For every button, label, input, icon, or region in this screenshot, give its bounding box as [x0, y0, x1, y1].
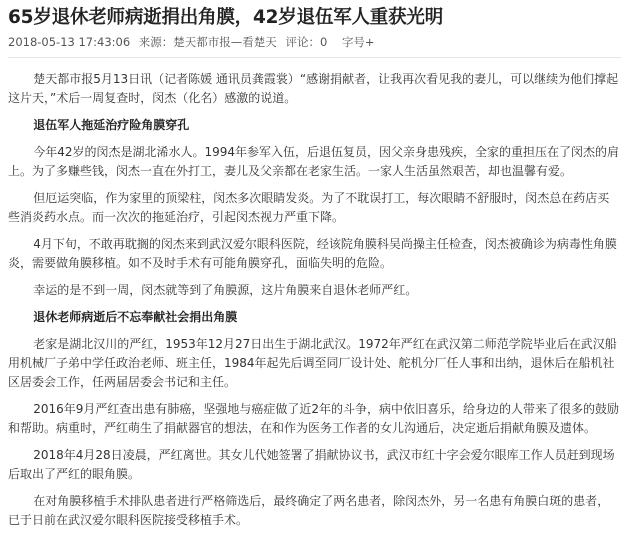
paragraph: 4月下旬，不敢再耽搁的闵杰来到武汉爱尔眼科医院，经该院角膜科吴尚操主任检查，闵杰被确诊为病毒性角膜炎，需要做角膜移植。如不及时手术有可能角膜穿孔，面临失明的危险。 [8, 237, 617, 270]
paragraph: 老家是湖北汉川的严红，1953年12月27日出生于湖北武汉。1972年严红在武汉第二师范学院毕业后在武汉船用机械厂子弟中学任政治老师、班主任，1984年起先后调至同厂设计处、舵机分厂任人事和出纳，退休后在船机社区居委会工作，任两届居委会书记和主任。 [8, 337, 617, 389]
paragraph: 2016年9月严红查出患有肺癌，坚强地与癌症做了近2年的斗争，病中依旧喜乐，给身边的人带来了很多的鼓励和帮助。病重时，严红萌生了捐献器官的想法，在和作为医务工作者的女儿沟通后，决定逝后捐献角膜及遗体。 [8, 402, 620, 435]
paragraph: 2018年4月28日凌晨，严红离世。其女儿代她签署了捐献协议书，武汉市红十字会爱尔眼库工作人员赶到现场后取出了严红的眼角膜。 [8, 448, 615, 481]
article-title: 65岁退休老师病逝捐出角膜，42岁退伍军人重获光明 [8, 7, 443, 28]
paragraph: 今年42岁的闵杰是湖北浠水人。1994年参军入伍，后退伍复员，因父亲身患残疾，全家的重担压在了闵杰的肩上。为了多赚些钱，闵杰一直在外打工，妻儿及父亲都在老家生活。一家人生活虽然艰苦，却也温馨有爱。 [8, 145, 620, 178]
paragraph: 但厄运突临，作为家里的顶梁柱，闵杰多次眼睛发炎。为了不耽误打工，每次眼睛不舒服时，闵杰总在药店买些消炎药水点。而一次次的拖延治疗，引起闵杰视力严重下降。 [8, 191, 610, 224]
paragraph: 楚天都市报5月13日讯（记者陈媛 通讯员龚霞裳）“感谢捐献者，让我再次看见我的妻儿，可以继续为他们撑起这片天，”术后一周复查时，闵杰（化名）感激的说道。 [8, 72, 619, 105]
comment-count[interactable]: 评论：0 [285, 35, 328, 49]
section-heading: 退伍军人拖延治疗险角膜穿孔 [33, 118, 190, 132]
section-heading: 退休老师病逝后不忘奉献社会捐出角膜 [33, 310, 238, 324]
article-body [8, 70, 621, 530]
article-source: 来源：楚天都市报—看楚天 [138, 35, 277, 49]
publish-datetime: 2018-05-13 17:43:06 [8, 35, 131, 49]
article-meta [8, 33, 621, 57]
paragraph: 在对角膜移植手术排队患者进行严格筛选后，最终确定了两名患者，除闵杰外，另一名患有角膜白斑的患者，已于日前在武汉爱尔眼科医院接受移植手术。 [8, 494, 610, 527]
paragraph: 幸运的是不到一周，闵杰就等到了角膜源，这片角膜来自退休老师严红。 [33, 283, 418, 297]
font-size-button[interactable]: 字号+ [341, 35, 375, 49]
header-divider [8, 57, 621, 58]
